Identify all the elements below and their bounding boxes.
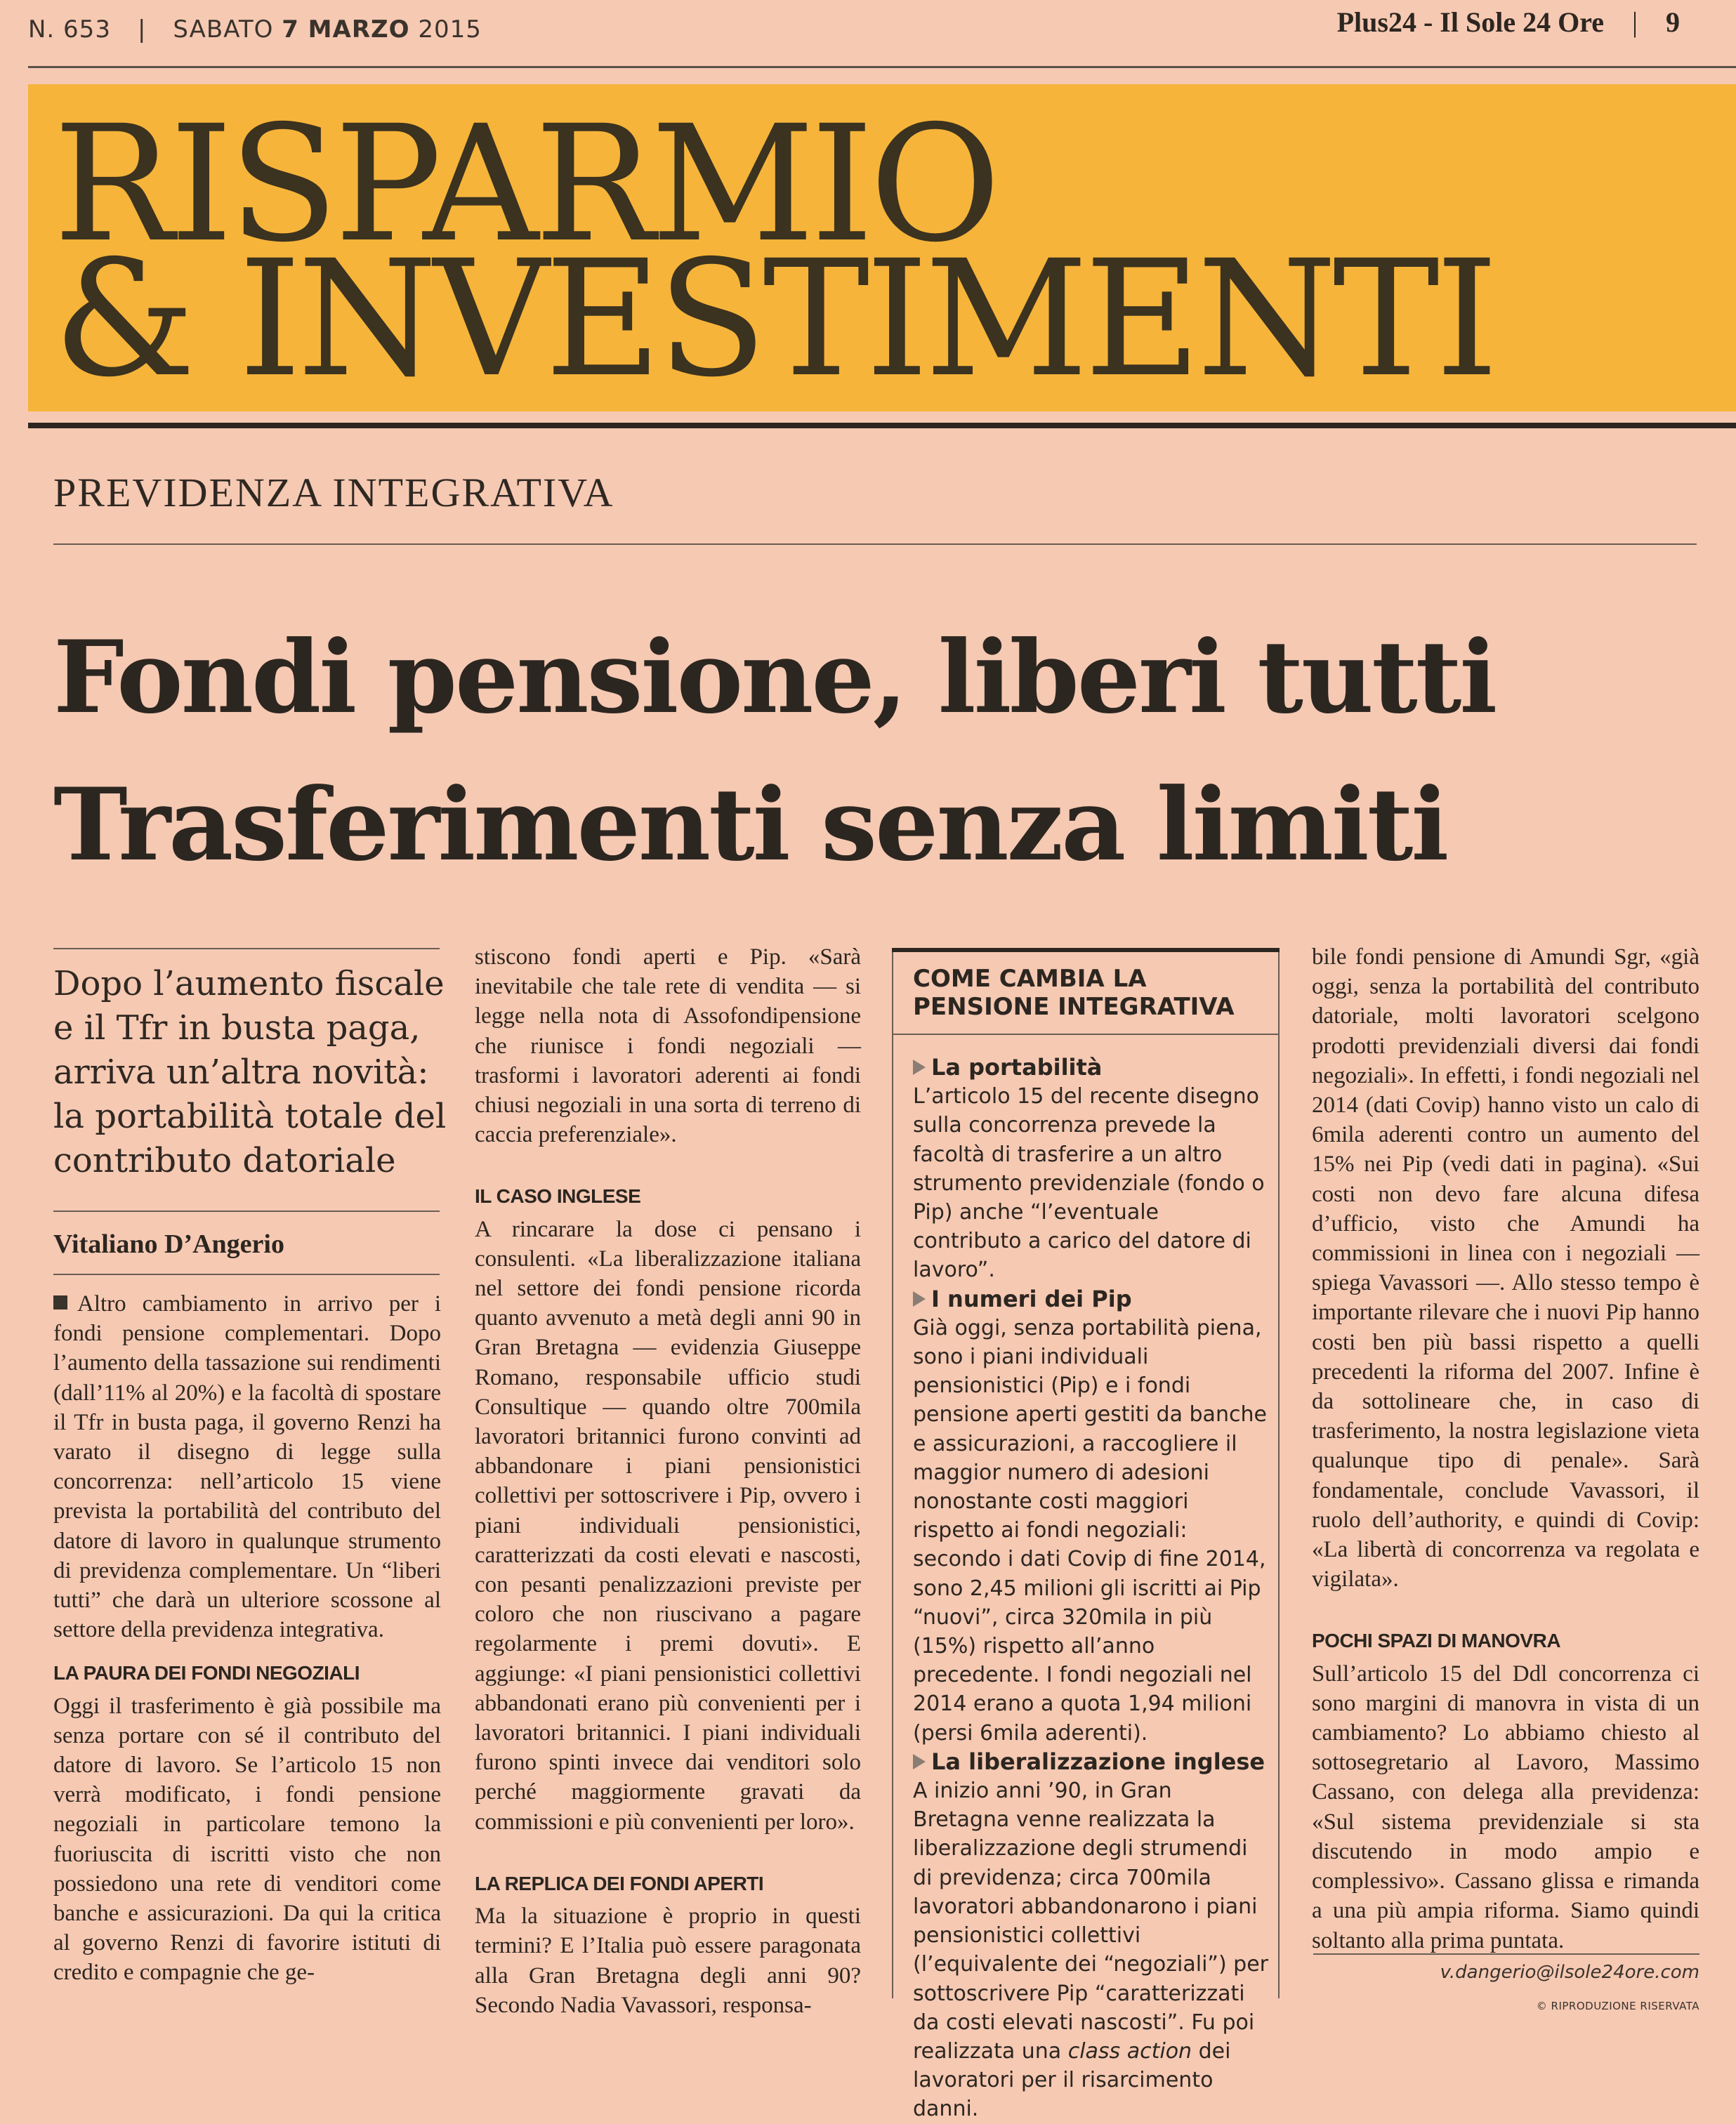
date-day: SABATO <box>173 15 274 44</box>
article-column-2 <box>475 942 861 2020</box>
byline-rule <box>53 1274 440 1275</box>
paragraph: Sull’articolo 15 del Ddl concorrenza ci sono margini di manovra in vista di un cambiamento? Lo abbiamo chiesto al sottosegretario al Lavoro, Massimo Cassano, con delega alla previdenza: «Sul sistema previdenziale si sta discutendo in modo ampio e complessivo». Cassano glissa e rimanda a una più ampia riforma. Siamo quindi soltanto alla prima puntata. <box>1312 1661 1699 1953</box>
paragraph: Ma la situazione è proprio in questi termini? E l’Italia può essere paragonata alla Gran Bretagna degli anni 90? Secondo Nadia Vavassori, responsa- <box>475 1904 861 2018</box>
info-box-title-rule <box>893 1034 1278 1035</box>
paragraph: Altro cambiamento in arrivo per i fondi pensione complementari. Dopo l’aumento della tassazione sui rendimenti (dall’11% al 20%) e la facoltà di spostare il Tfr in busta paga, il governo Renzi ha varato il disegno di legge sulla concorrenza: nell’articolo 15 viene prevista la portabilità del contributo del datore di lavoro in qualunque strumento di previdenza complementare. Un “liberi tutti” che darà un ulteriore scossone al settore della previdenza integrativa. <box>53 1291 441 1643</box>
info-box-subheading: La portabilità <box>913 1053 1273 1082</box>
arrow-icon <box>913 1291 926 1307</box>
subheading: LA REPLICA DEI FONDI APERTI <box>475 1872 764 1894</box>
author-byline: Vitaliano D’Angerio <box>53 1229 284 1259</box>
deck-bottom-rule <box>53 1211 440 1212</box>
paragraph: A rincarare la dose ci pensano i consulenti. «La liberalizzazione italiana nel settore dei fondi pensione ricorda quanto avvenuto a metà degli anni 90 in Gran Bretagna — evidenzia Giuseppe Romano, responsabile ufficio studi Consultique — quando oltre 700mila lavoratori britannici furono convinti ad abbandonare i piani pensionistici collettivi per sottoscrivere i Pip, ovvero i piani individuali pensionistici, caratterizzati da costi elevati e nascosti, con pesanti penalizzazioni previste per coloro che non riuscivano a pagare regolarmente i premi dovuti». E aggiunge: «I piani pensionistici collettivi abbandonati erano più convenienti per i lavoratori britannici. I piani individuali furono spinti invece dai venditori solo perché maggiormente gravati da commissioni e più convenienti per loro». <box>475 1216 861 1835</box>
section-label: PREVIDENZA INTEGRATIVA <box>53 470 614 515</box>
info-box-subheading: I numeri dei Pip <box>913 1285 1273 1314</box>
info-box-subheading: La liberalizzazione inglese <box>913 1748 1273 1776</box>
banner-bottom-rule <box>28 423 1736 428</box>
banner-line-2: & INVESTIMENTI <box>53 225 1494 412</box>
deck-top-rule <box>53 948 440 949</box>
info-box-top-rule <box>892 948 1280 952</box>
article-deck: Dopo l’aumento fiscale e il Tfr in busta paga, arriva un’altra novità: la portabilità totale del contributo datoriale <box>53 964 447 1180</box>
arrow-icon <box>913 1754 926 1769</box>
issue-number: N. 653 <box>28 15 111 44</box>
info-box-paragraph: L’articolo 15 del recente disegno sulla concorrenza prevede la facoltà di trasferire a un altro strumento previdenziale (fondo o Pip) anche “l’eventuale contributo a carico del datore di lavoro”. <box>913 1084 1265 1283</box>
publication-name: Plus24 - Il Sole 24 Ore <box>1336 6 1604 38</box>
info-box-paragraph: Già oggi, senza portabilità piena, sono i piani individuali pensionistici (Pip) e i fondi pensione aperti gestiti da banche e assicurazioni, a raccogliere il maggior numero di adesioni nonostante costi maggiori rispetto ai fondi negoziali: secondo i dati Covip di fine 2014, sono 2,45 milioni gli iscritti ai Pip “nuovi”, circa 320mila in più (15%) rispetto all’anno precedente. I fondi negoziali nel 2014 erano a quota 1,94 milioni (persi 6mila aderenti). <box>913 1315 1267 1746</box>
banner-line-1: RISPARMIO <box>53 91 997 277</box>
date-main: 7 MARZO <box>282 15 410 44</box>
subheading: LA PAURA DEI FONDI NEGOZIALI <box>53 1662 360 1684</box>
section-rule <box>53 543 1697 545</box>
headline-line-1: Fondi pensione, liberi tutti <box>53 619 1496 736</box>
paragraph: stiscono fondi aperti e Pip. «Sarà inevitabile che tale rete di vendita — si legge nella nota di Assofondipensione che riunisce i fondi negoziali — trasformi i lavoratori aderenti ai fondi chiusi negoziali in una sorta di terreno di caccia preferenziale». <box>475 944 861 1148</box>
top-rule <box>28 66 1736 68</box>
article-column-1 <box>53 1289 441 1988</box>
headline-line-2: Trasferimenti senza limiti <box>53 767 1447 883</box>
author-email[interactable]: v.dangerio@ilsole24ore.com <box>1440 1962 1699 1983</box>
section-banner <box>28 84 1736 411</box>
paragraph: Oggi il trasferimento è già possibile ma senza portare con sé il contributo del datore di lavoro. Se l’articolo 15 non verrà modificato, i fondi pensione negoziali in particolare temono la fuoriuscita di iscritti visto che non possiedono una rete di venditori come banche e assicurazioni. Da qui la critica al governo Renzi di favorire istituti di credito e compagnie che ge- <box>53 1693 441 1986</box>
article-column-4 <box>1312 942 1699 1955</box>
footer-rule <box>1313 1953 1699 1955</box>
info-box <box>892 948 1280 2122</box>
info-box-title: COME CAMBIA LA PENSIONE INTEGRATIVA <box>913 965 1235 1021</box>
paragraph: bile fondi pensione di Amundi Sgr, «già oggi, senza la portabilità del contributo datoriale, molti lavoratori scelgono prodotti previdenziali diversi dai fondi negoziali». In effetti, i fondi negoziali nel 2014 (dati Covip) hanno visto un calo di 6mila aderenti contro un aumento del 15% nei Pip (vedi dati in pagina). «Sui costi non devo fare alcuna difesa d’ufficio, visto che Amundi ha commissioni in linea con i negoziali — spiega Vavassori —. Allo stesso tempo è importante rilevare che i nuovi Pip hanno costi ben più bassi rispetto a quelli precedenti la riforma del 2007. Infine è da sottolineare che, in caso di trasferimento, la nostra legislazione vieta qualunque tipo di penale». Sarà fondamentale, conclude Vavassori, il ruolo dell’authority, e quindi di Covip: «La libertà di concorrenza va regolata e vigilata». <box>1312 944 1699 1592</box>
publication-header: Plus24 - Il Sole 24 Ore | 9 <box>1336 6 1680 38</box>
subheading: IL CASO INGLESE <box>475 1185 641 1208</box>
date-year: 2015 <box>418 15 482 44</box>
headline <box>53 604 1711 899</box>
arrow-icon <box>913 1060 926 1075</box>
copyright-notice: © RIPRODUZIONE RISERVATA <box>1536 2000 1699 2012</box>
info-box-paragraph: A inizio anni ’90, in Gran Bretagna venne realizzata la liberalizzazione degli strumendi di previdenza; circa 700mila lavoratori abbandonarono i piani pensionistici collettivi (l’equivalente dei “negoziali”) per sottoscrivere Pip “caratterizzati da costi elevati nascosti”. Fu poi realizzata una class action dei lavoratori per il risarcimento danni. <box>913 1779 1269 2122</box>
subheading: POCHI SPAZI DI MANOVRA <box>1312 1630 1561 1652</box>
issue-date-header: N. 653 | SABATO 7 MARZO 2015 <box>28 15 482 44</box>
info-box-body <box>913 1053 1273 2124</box>
page-number: 9 <box>1666 6 1680 38</box>
article-start-square-icon <box>53 1295 67 1310</box>
